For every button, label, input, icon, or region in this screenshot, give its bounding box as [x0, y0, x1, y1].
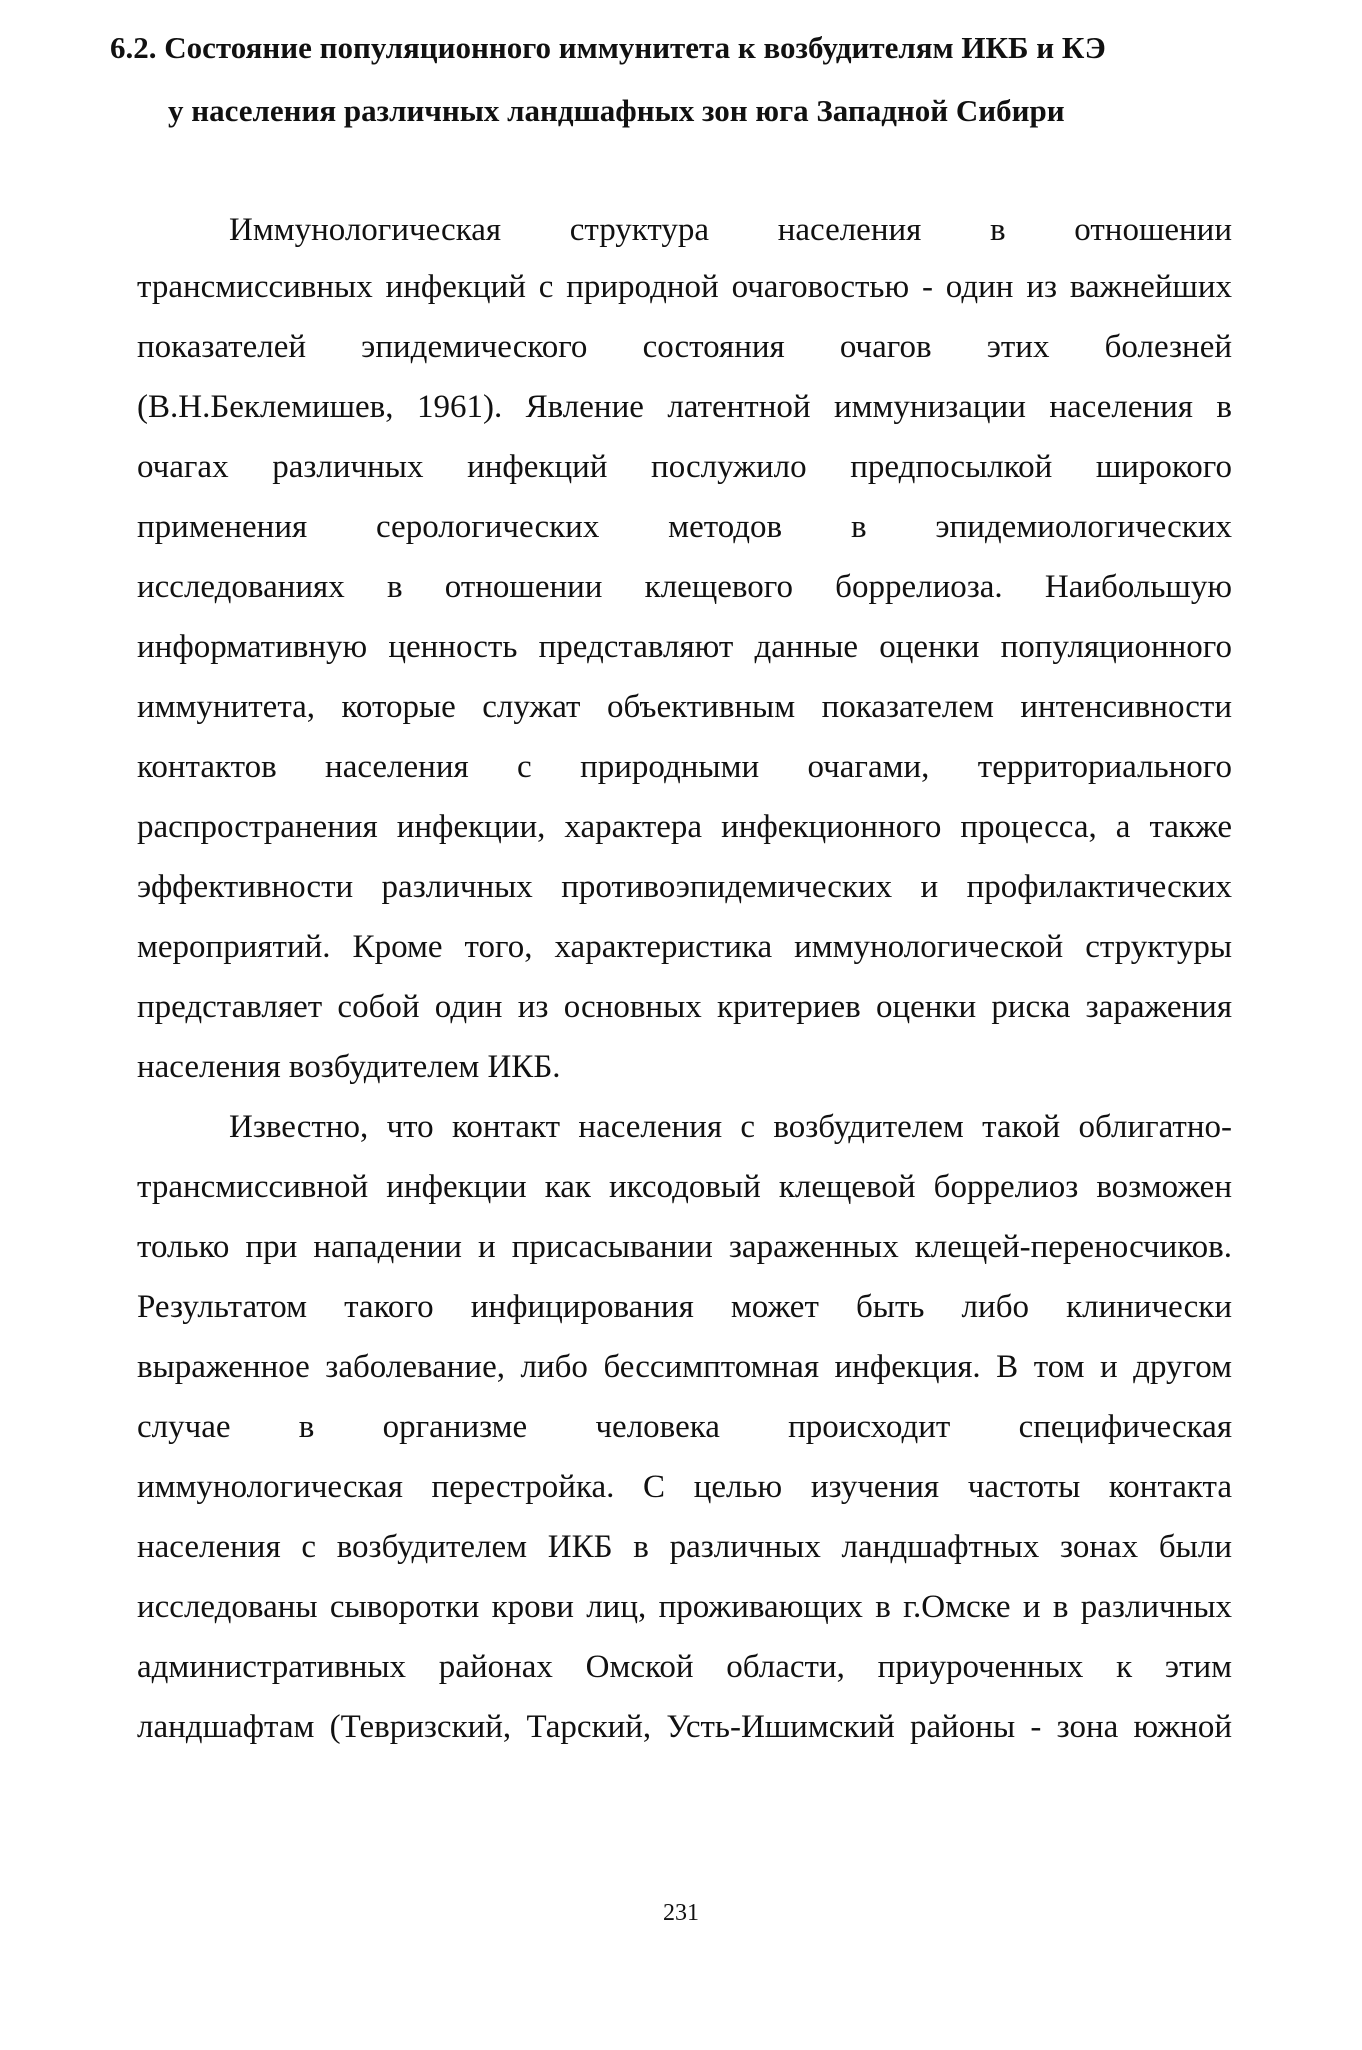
text-line: только при нападении и присасывании зараженных клещей-переносчиков. — [137, 1229, 1232, 1265]
text-line: иммунитета, которые служат объективным показателем интенсивности — [137, 689, 1232, 725]
text-line: представляет собой один из основных критериев оценки риска заражения — [137, 989, 1232, 1025]
text-line: очагах различных инфекций послужило предпосылкой широкого — [137, 449, 1232, 485]
text-line: мероприятий. Кроме того, характеристика иммунологической структуры — [137, 929, 1232, 965]
text-line: применения серологических методов в эпидемиологических — [137, 509, 1232, 545]
text-line: случае в организме человека происходит специфическая — [137, 1409, 1232, 1445]
section-heading-line-2: у населения различных ландшафных зон юга Западной Сибири — [168, 93, 1065, 128]
text-line: информативную ценность представляют данные оценки популяционного — [137, 629, 1232, 665]
text-line: населения возбудителем ИКБ. — [137, 1049, 561, 1085]
text-line: Результатом такого инфицирования может быть либо клинически — [137, 1289, 1232, 1325]
text-line: Известно, что контакт населения с возбудителем такой облигатно- — [229, 1109, 1232, 1145]
page-number: 231 — [663, 1900, 699, 1926]
text-line: исследованы сыворотки крови лиц, проживающих в г.Омске и в различных — [137, 1589, 1232, 1625]
text-line: исследованиях в отношении клещевого боррелиоза. Наибольшую — [137, 569, 1232, 605]
text-line: Иммунологическая структура населения в отношении — [229, 212, 1232, 248]
text-line: трансмиссивных инфекций с природной очаговостью - один из важнейших — [137, 269, 1232, 305]
text-line: распространения инфекции, характера инфекционного процесса, а также — [137, 809, 1232, 845]
text-line: населения с возбудителем ИКБ в различных ландшафтных зонах были — [137, 1529, 1232, 1565]
text-line: контактов населения с природными очагами, территориального — [137, 749, 1232, 785]
text-line: трансмиссивной инфекции как иксодовый клещевой боррелиоз возможен — [137, 1169, 1232, 1205]
text-line: ландшафтам (Тевризский, Тарский, Усть-Ишимский районы - зона южной — [137, 1709, 1232, 1745]
text-line: показателей эпидемического состояния очагов этих болезней — [137, 329, 1232, 365]
text-line: выраженное заболевание, либо бессимптомная инфекция. В том и другом — [137, 1349, 1232, 1385]
text-line: (В.Н.Беклемишев, 1961). Явление латентной иммунизации населения в — [137, 389, 1232, 425]
text-line: административных районах Омской области, приуроченных к этим — [137, 1649, 1232, 1685]
text-line: эффективности различных противоэпидемических и профилактических — [137, 869, 1232, 905]
section-heading-line-1: 6.2. Состояние популяционного иммунитета к возбудителям ИКБ и КЭ — [110, 30, 1106, 65]
text-line: иммунологическая перестройка. С целью изучения частоты контакта — [137, 1469, 1232, 1505]
